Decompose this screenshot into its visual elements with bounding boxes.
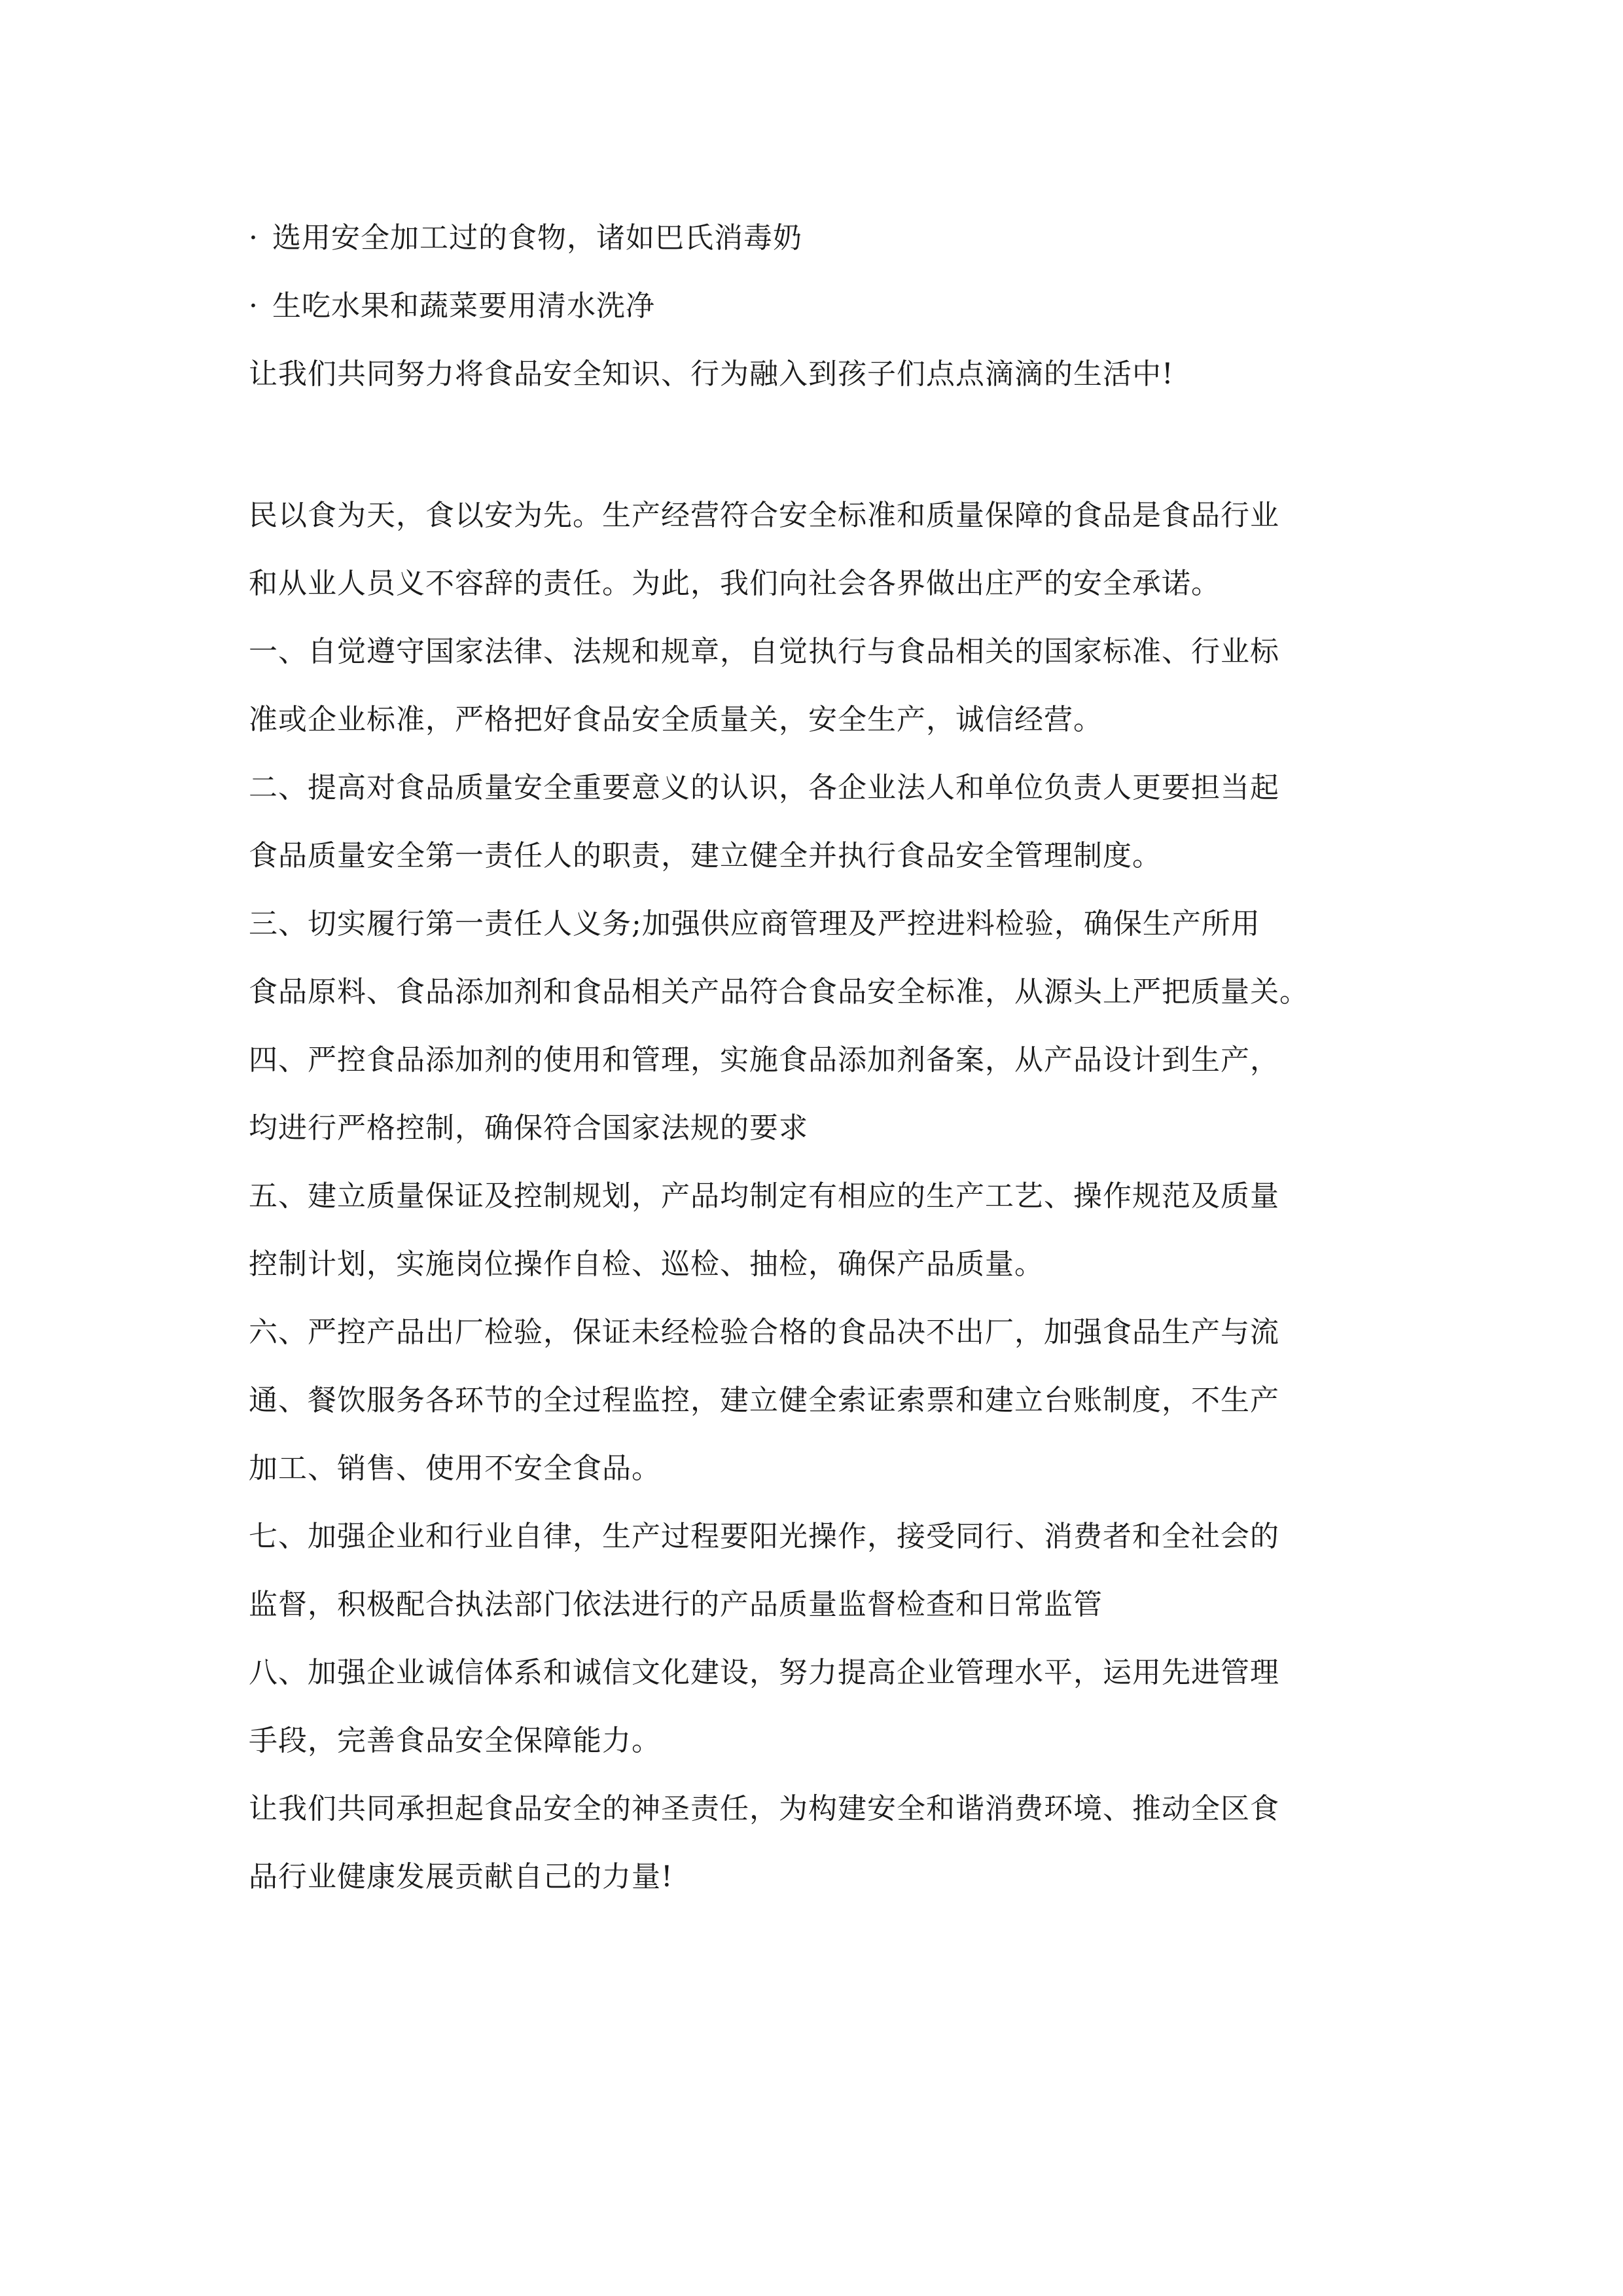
text-line: 五、建立质量保证及控制规划，产品均制定有相应的生产工艺、操作规范及质量 <box>249 1179 1279 1213</box>
text-line: 控制计划，实施岗位操作自检、巡检、抽检，确保产品质量。 <box>249 1247 1044 1281</box>
text-line: 八、加强企业诚信体系和诚信文化建设，努力提高企业管理水平，运用先进管理 <box>249 1656 1279 1689</box>
text-line: 四、严控食品添加剂的使用和管理，实施食品添加剂备案，从产品设计到生产， <box>249 1043 1279 1077</box>
document-body <box>249 204 1374 1911</box>
text-line: 品行业健康发展贡献自己的力量! <box>249 1860 673 1893</box>
text-line: 加工、销售、使用不安全食品。 <box>249 1452 661 1485</box>
text-line: 食品原料、食品添加剂和食品相关产品符合食品安全标准，从源头上严把质量关。 <box>249 975 1309 1009</box>
text-line: 六、严控产品出厂检验，保证未经检验合格的食品决不出厂，加强食品生产与流 <box>249 1316 1279 1349</box>
text-line: 一、自觉遵守国家法律、法规和规章，自觉执行与食品相关的国家标准、行业标 <box>249 635 1279 668</box>
text-line: 准或企业标准，严格把好食品安全质量关，安全生产，诚信经营。 <box>249 703 1103 736</box>
text-line: 三、切实履行第一责任人义务;加强供应商管理及严控进料检验，确保生产所用 <box>249 907 1260 941</box>
bullet-text: 选用安全加工过的食物，诸如巴氏消毒奶 <box>272 221 802 255</box>
bullet-item <box>249 272 1374 340</box>
bullet-item <box>249 204 1374 272</box>
bullet-text: 生吃水果和蔬菜要用清水洗净 <box>272 289 655 323</box>
text-line: 让我们共同承担起食品安全的神圣责任，为构建安全和谐消费环境、推动全区食 <box>249 1792 1279 1825</box>
text-line: 监督，积极配合执法部门依法进行的产品质量监督检查和日常监管 <box>249 1588 1103 1621</box>
bullet-icon: · <box>249 221 259 255</box>
text-line: 手段，完善食品安全保障能力。 <box>249 1724 661 1757</box>
text-line: 二、提高对食品质量安全重要意义的认识，各企业法人和单位负责人更要担当起 <box>249 771 1279 804</box>
text-line: 和从业人员义不容辞的责任。为此，我们向社会各界做出庄严的安全承诺。 <box>249 567 1221 600</box>
text-line: 七、加强企业和行业自律，生产过程要阳光操作，接受同行、消费者和全社会的 <box>249 1520 1279 1553</box>
text-line: 食品质量安全第一责任人的职责，建立健全并执行食品安全管理制度。 <box>249 839 1162 872</box>
text-line: 均进行严格控制，确保符合国家法规的要求 <box>249 1111 808 1145</box>
bullet-icon: · <box>249 289 259 323</box>
section-spacer <box>249 408 1374 482</box>
text-line: 通、餐饮服务各环节的全过程监控，建立健全索证索票和建立台账制度，不生产 <box>249 1384 1279 1417</box>
closing-paragraph: 让我们共同努力将食品安全知识、行为融入到孩子们点点滴滴的生活中! <box>249 357 1174 391</box>
text-line: 民以食为天，食以安为先。生产经营符合安全标准和质量保障的食品是食品行业 <box>249 499 1279 532</box>
